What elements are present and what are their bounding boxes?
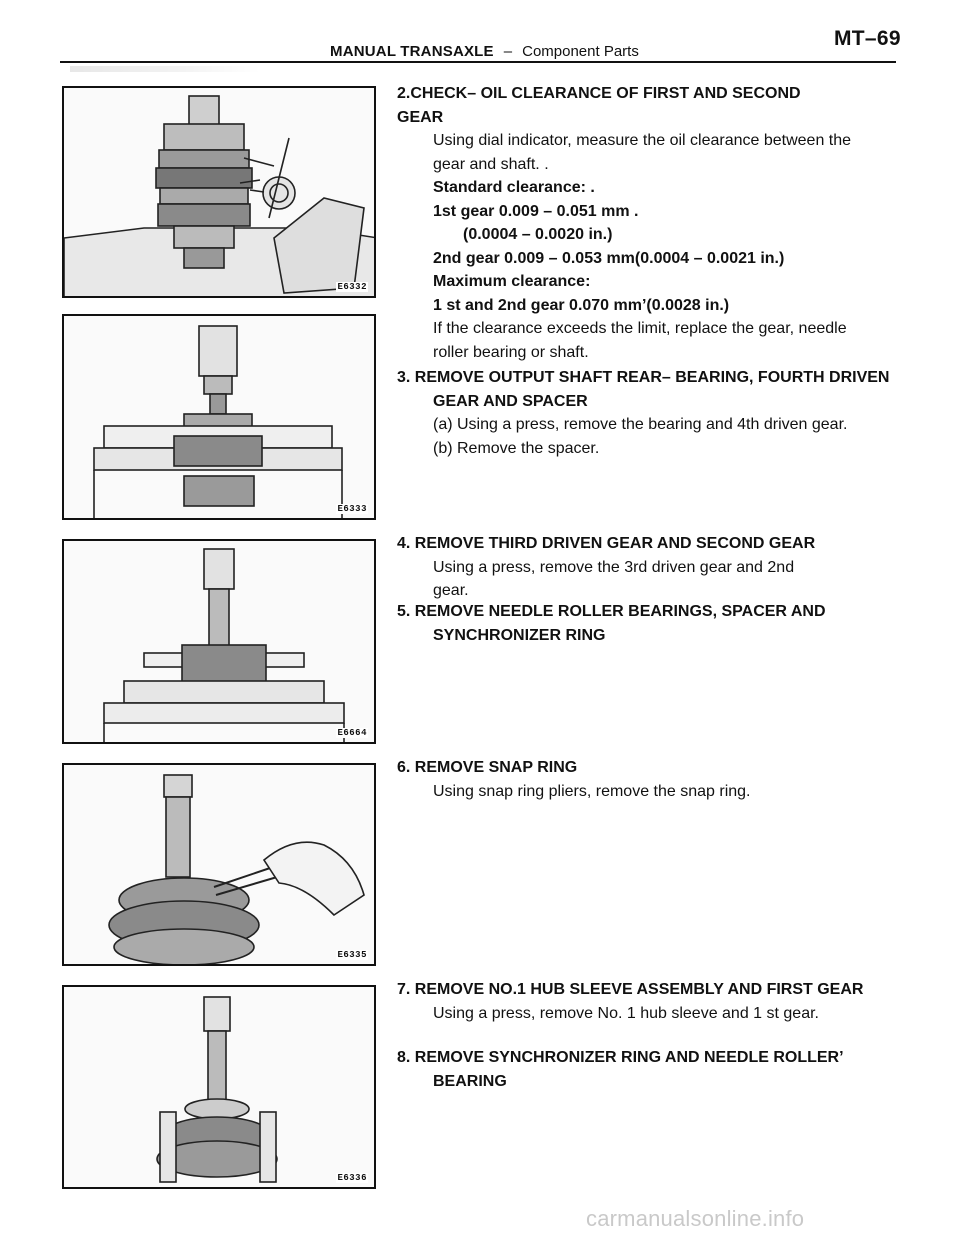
step-heading: 4. REMOVE THIRD DRIVEN GEAR AND SECOND GEAR [397, 535, 816, 552]
figure-remove-snap-ring [62, 763, 376, 966]
step-check-oil-clearance [397, 82, 897, 364]
spec-first-gear: 1st gear 0.009 – 0.051 mm . [433, 202, 639, 220]
header-separator: – [503, 43, 513, 60]
press-gear-illustration [64, 316, 376, 520]
step-remove-third-gear [397, 532, 897, 603]
scan-artifact [70, 66, 260, 72]
snap-ring-pliers-illustration [64, 765, 376, 966]
step-remove-rear-bearing [397, 366, 897, 460]
page-number: MT–69 [834, 27, 901, 50]
max-value: 1 st and 2nd gear 0.070 mm’(0.0028 in.) [433, 296, 730, 314]
step-instruction: Using a press, remove No. 1 hub sleeve and 1 st gear. [433, 1004, 819, 1022]
spec-label: Standard clearance: . [433, 179, 595, 196]
figure-code: E6336 [337, 1173, 367, 1183]
spec-first-gear-inches: (0.0004 – 0.0020 in.) [463, 226, 613, 243]
header-rule [60, 61, 896, 63]
spec-second-gear: 2nd gear 0.009 – 0.053 mm(0.0004 – 0.0021 in.) [433, 249, 785, 267]
step-heading: 2.CHECK– OIL CLEARANCE OF FIRST AND SECOND GEAR [397, 85, 801, 126]
step-note: If the clearance exceeds the limit, replace the gear, needle roller bearing or shaft. [433, 320, 847, 361]
figure-code: E6335 [337, 950, 367, 960]
header-section: MANUAL TRANSAXLE [330, 43, 494, 60]
step-heading: 7. REMOVE NO.1 HUB SLEEVE ASSEMBLY AND FIRST GEAR [397, 981, 864, 998]
header-breadcrumb [330, 43, 639, 60]
step-remove-needle-bearings [397, 600, 897, 647]
header-subsection: Component Parts [522, 43, 639, 60]
figure-remove-hub-sleeve [62, 985, 376, 1189]
step-heading: 6. REMOVE SNAP RING [397, 759, 578, 776]
figure-code: E6332 [337, 282, 367, 292]
page-header [0, 0, 960, 64]
step-instruction-b: (b) Remove the spacer. [433, 439, 600, 457]
step-instruction: Using dial indicator, measure the oil clearance between the gear and shaft. . [433, 132, 852, 173]
figure-remove-rear-bearing [62, 314, 376, 520]
step-remove-hub-sleeve [397, 978, 897, 1025]
step-instruction: Using snap ring pliers, remove the snap ring. [433, 782, 751, 800]
figure-remove-third-gear [62, 539, 376, 744]
press-hub-sleeve-illustration [64, 987, 376, 1189]
step-remove-snap-ring [397, 756, 897, 803]
step-instruction-a: (a) Using a press, remove the bearing and 4th driven gear. [433, 416, 848, 433]
max-label: Maximum clearance: [433, 273, 591, 290]
step-instruction: Using a press, remove the 3rd driven gear and 2nd gear. [433, 558, 795, 599]
step-remove-synchronizer-ring [397, 1046, 897, 1093]
figure-code: E6664 [337, 728, 367, 738]
figure-code: E6333 [337, 504, 367, 514]
step-heading: 3. REMOVE OUTPUT SHAFT REAR– BEARING, FOURTH DRIVEN GEAR AND SPACER [397, 369, 890, 410]
step-heading: 8. REMOVE SYNCHRONIZER RING AND NEEDLE ROLLER’ BEARING [397, 1049, 843, 1090]
step-heading: 5. REMOVE NEEDLE ROLLER BEARINGS, SPACER AND SYNCHRONIZER RING [397, 603, 826, 644]
gear-dial-indicator-illustration [64, 88, 376, 298]
figure-oil-clearance [62, 86, 376, 298]
press-third-gear-illustration [64, 541, 376, 744]
watermark: carmanualsonline.info [586, 1206, 805, 1231]
